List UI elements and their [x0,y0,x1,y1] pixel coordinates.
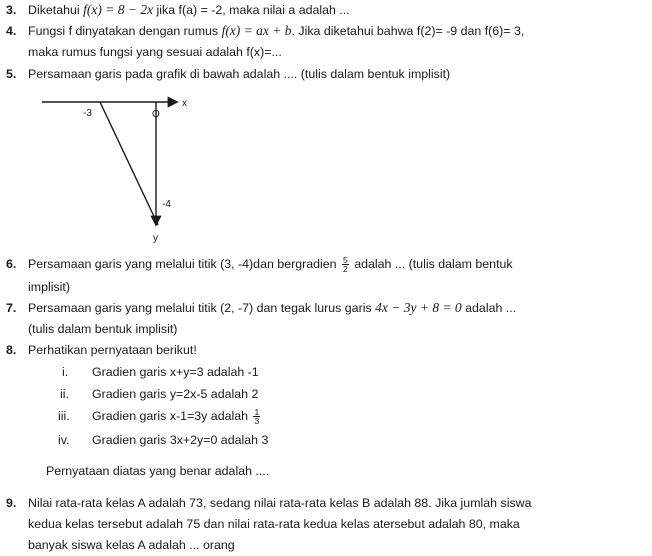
q6-number: 6. [6,257,17,271]
q7-post: adalah ... [465,301,517,315]
q5-number: 5. [6,67,17,81]
x-axis-label: x [182,98,187,109]
statement-numeral: iv. [58,433,70,447]
statement-text [92,408,262,425]
statement-text: Gradien garis x+y=3 adalah -1 [92,365,259,379]
statement-text-main: Gradien garis x-1=3y adalah [92,409,249,423]
q9-line2: kedua kelas tersebut adalah 75 dan nilai rata-rata kedua kelas atersebut adalah 80, maka [28,517,520,531]
q6-line2: implisit) [28,280,70,294]
q6-frac-num: 5 [343,255,348,266]
q8-question: Pernyataan diatas yang benar adalah .... [46,464,270,478]
q3-number: 3. [6,3,17,17]
q4-number: 4. [6,24,17,38]
q8-number: 8. [6,343,17,357]
q6-pre: Persamaan garis yang melalui titik (3, -4)dan bergradien [28,257,337,271]
line-graph [40,88,200,248]
x-tick-label: -3 [83,108,92,119]
q9-number: 9. [6,496,17,510]
q6-fraction [342,256,349,273]
q4-function: f(x) = ax + b [221,23,292,38]
q5-text: Persamaan garis pada grafik di bawah adalah .... (tulis dalam bentuk implisit) [28,67,451,81]
q3-text [28,2,350,18]
q6-post: adalah ... (tulis dalam bentuk [354,257,513,271]
q6-text [28,256,513,273]
statement-frac-num: 1 [254,407,260,418]
q7-number: 7. [6,301,17,315]
q7-pre: Persamaan garis yang melalui titik (2, -7) dan tegak lurus garis [28,301,372,315]
statement-text: Gradien garis 3x+2y=0 adalah 3 [92,433,269,447]
q4-pre: Fungsi f dinyatakan dengan rumus [28,24,219,38]
q4-line2: maka rumus fungsi yang sesuai adalah f(x)=... [28,45,282,59]
graph-line [100,102,158,225]
q4-rest: . Jika diketahui bahwa f(2)= -9 dan f(6)= 3, [291,24,525,38]
statement-numeral: iii. [58,409,70,423]
q9-line3: banyak siswa kelas A adalah ... orang [28,538,235,552]
q7-equation: 4x − 3y + 8 = 0 [375,300,462,315]
q3-function: f(x) = 8 − 2x [83,2,154,17]
q7-line2: (tulis dalam bentuk implisit) [28,322,178,336]
q4-text [28,23,524,39]
statement-text: Gradien garis y=2x-5 adalah 2 [92,387,259,401]
statement-fraction [253,408,260,425]
q6-frac-den: 2 [343,264,348,275]
q9-line1: Nilai rata-rata kelas A adalah 73, sedang nilai rata-rata kelas B adalah 88. Jika jumlah siswa [28,496,532,510]
q8-text: Perhatikan pernyataan berikut! [28,343,197,357]
statement-numeral: ii. [60,387,69,401]
q3-rest: jika f(a) = -2, maka nilai a adalah ... [156,3,350,17]
statement-numeral: i. [62,365,69,379]
q7-text [28,300,516,316]
y-axis-label: y [153,233,158,244]
origin-label: O [152,109,160,120]
y-tick-label: -4 [162,199,171,210]
statement-frac-den: 3 [254,416,260,427]
q3-pre: Diketahui [28,3,80,17]
